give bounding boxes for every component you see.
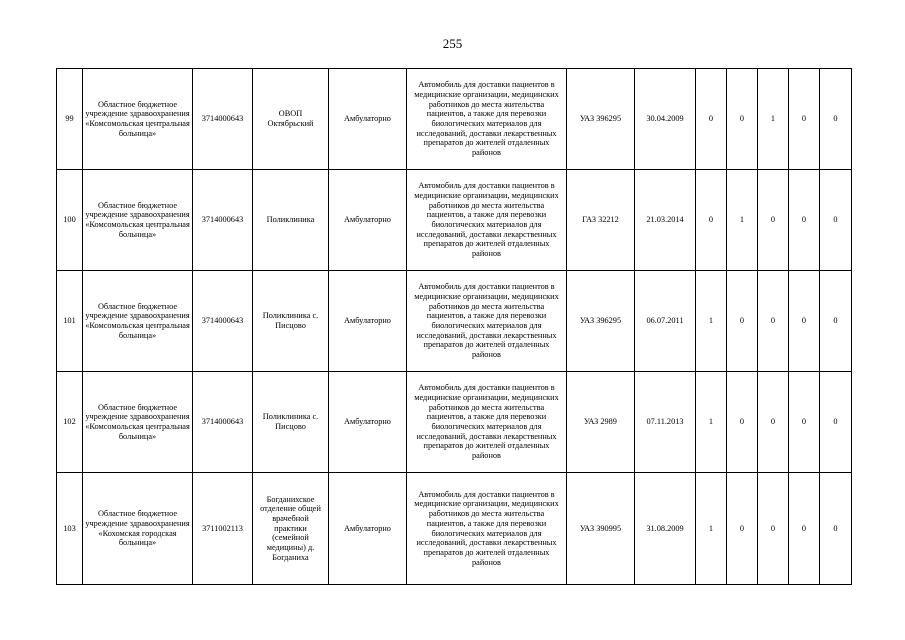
vehicle-table [56,68,852,585]
care-type: Амбулаторно [329,69,407,170]
count-cell: 0 [696,69,727,170]
count-cell: 1 [758,69,789,170]
count-cell: 0 [727,271,758,372]
count-cell: 0 [820,473,852,585]
care-type: Амбулаторно [329,271,407,372]
count-cell: 1 [727,170,758,271]
organization-name: Областное бюджетное учреждение здравоохранения «Комсомольская центральная больница» [83,271,193,372]
inn-code: 3711002113 [193,473,253,585]
count-cell: 0 [727,473,758,585]
vehicle-date: 21.03.2014 [635,170,696,271]
care-type: Амбулаторно [329,170,407,271]
count-cell: 0 [727,69,758,170]
vehicle-purpose: Автомобиль для доставки пациентов в медицинские организации, медицинских работников до места жительства пациентов, а также для перевозки биологических материалов для исследований, доставки лекарственных препаратов до жителей отдаленных районов [407,271,567,372]
count-cell: 0 [820,271,852,372]
count-cell: 0 [820,69,852,170]
organization-name: Областное бюджетное учреждение здравоохранения «Комсомольская центральная больница» [83,69,193,170]
count-cell: 0 [758,473,789,585]
vehicle-model: УАЗ 390995 [567,473,635,585]
vehicle-purpose: Автомобиль для доставки пациентов в медицинские организации, медицинских работников до места жительства пациентов, а также для перевозки биологических материалов для исследований, доставки лекарственных препаратов до жителей отдаленных районов [407,170,567,271]
count-cell: 0 [727,372,758,473]
subdivision-name: Поликлиника с. Писцово [253,271,329,372]
count-cell: 1 [696,473,727,585]
count-cell: 0 [789,473,820,585]
table-row [57,372,852,473]
inn-code: 3714000643 [193,372,253,473]
table-row [57,170,852,271]
count-cell: 0 [789,271,820,372]
vehicle-date: 30.04.2009 [635,69,696,170]
vehicle-date: 06.07.2011 [635,271,696,372]
subdivision-name: Поликлиника с. Писцово [253,372,329,473]
inn-code: 3714000643 [193,69,253,170]
vehicle-purpose: Автомобиль для доставки пациентов в медицинские организации, медицинских работников до места жительства пациентов, а также для перевозки биологических материалов для исследований, доставки лекарственных препаратов до жителей отдаленных районов [407,69,567,170]
count-cell: 1 [696,271,727,372]
count-cell: 0 [758,170,789,271]
page-number: 255 [442,36,463,51]
subdivision-name: ОВОП Октябрьский [253,69,329,170]
organization-name: Областное бюджетное учреждение здравоохранения «Комсомольская центральная больница» [83,372,193,473]
care-type: Амбулаторно [329,372,407,473]
count-cell: 0 [789,170,820,271]
organization-name: Областное бюджетное учреждение здравоохранения «Комсомольская центральная больница» [83,170,193,271]
count-cell: 0 [820,372,852,473]
count-cell: 0 [820,170,852,271]
inn-code: 3714000643 [193,271,253,372]
count-cell: 1 [696,372,727,473]
count-cell: 0 [758,372,789,473]
row-number: 99 [57,69,83,170]
count-cell: 0 [789,69,820,170]
subdivision-name: Поликлиника [253,170,329,271]
row-number: 102 [57,372,83,473]
vehicle-date: 31.08.2009 [635,473,696,585]
vehicle-purpose: Автомобиль для доставки пациентов в медицинские организации, медицинских работников до места жительства пациентов, а также для перевозки биологических материалов для исследований, доставки лекарственных препаратов до жителей отдаленных районов [407,473,567,585]
table-row [57,69,852,170]
subdivision-name: Богданихское отделение общей врачебной практики (семейной медицины) д. Богданиха [253,473,329,585]
inn-code: 3714000643 [193,170,253,271]
row-number: 100 [57,170,83,271]
table-row [57,271,852,372]
vehicle-model: ГАЗ 32212 [567,170,635,271]
count-cell: 0 [696,170,727,271]
organization-name: Областное бюджетное учреждение здравоохранения «Кохомская городская больница» [83,473,193,585]
row-number: 101 [57,271,83,372]
table-row [57,473,852,585]
vehicle-model: УАЗ 2989 [567,372,635,473]
row-number: 103 [57,473,83,585]
vehicle-date: 07.11.2013 [635,372,696,473]
vehicle-model: УАЗ 396295 [567,271,635,372]
vehicle-model: УАЗ 396295 [567,69,635,170]
vehicle-purpose: Автомобиль для доставки пациентов в медицинские организации, медицинских работников до места жительства пациентов, а также для перевозки биологических материалов для исследований, доставки лекарственных препаратов до жителей отдаленных районов [407,372,567,473]
care-type: Амбулаторно [329,473,407,585]
count-cell: 0 [758,271,789,372]
count-cell: 0 [789,372,820,473]
